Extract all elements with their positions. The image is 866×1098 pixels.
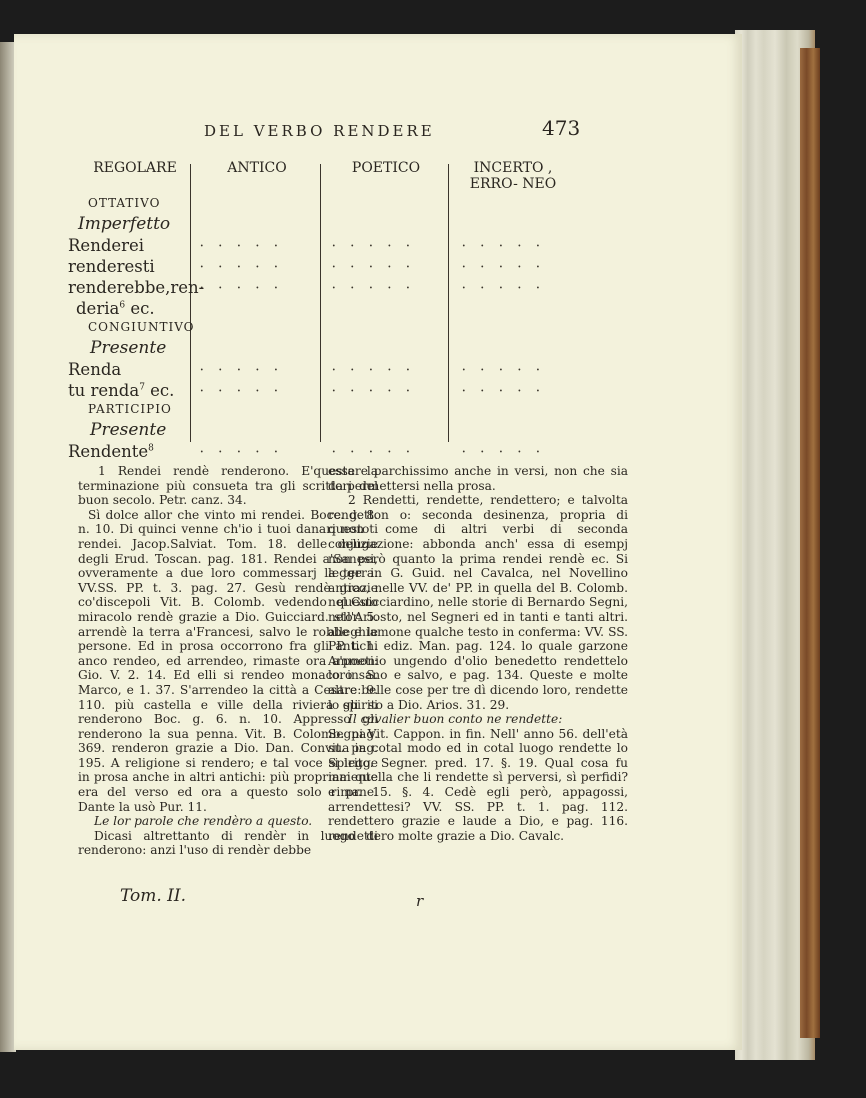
- table-row: [68, 360, 121, 379]
- note-2-continued: Segni Vit. Cappon. in fin. Nell' anno 56. dell'età sua in cotal modo ed in cotal luogo rendette lo Spirito. Segner. pred. 17. §. 19. Qual cosa fu mai quella che li rendette sì perversi, sì perfidi? e pr. 15. §. 4. Cedè egli però, appagossi, arrendettesi? VV. SS. PP. t. 1. pag. 112. rendettero grazie e laude a Dio, e pag. 116. rendettero molte grazie a Dio. Cavalc.: [328, 726, 628, 843]
- book-page: [14, 34, 742, 1050]
- note-2-verse: Il cavalier buon conto ne rendette:: [348, 712, 563, 727]
- footnote-marker: 6: [119, 300, 126, 311]
- note-1: 1 Rendei rendè renderono. E'questa la terminazione più consueta tra gli scrittori del buon secolo. Petr. canz. 34.: [78, 464, 378, 508]
- empty-cell-dots: •••••: [462, 449, 555, 456]
- table-row: [68, 257, 155, 276]
- empty-cell-dots: •••••: [462, 367, 555, 374]
- footnote-marker: 8: [148, 443, 154, 454]
- empty-cell-dots: •••••: [332, 285, 425, 292]
- column-rule-3: [448, 164, 449, 442]
- verb-form: Renda: [68, 360, 122, 379]
- empty-cell-dots: •••••: [462, 243, 555, 250]
- column-header-regolare: REGOLARE: [93, 160, 177, 176]
- verb-form: deria: [76, 299, 120, 318]
- empty-cell-dots: •••••: [332, 264, 425, 271]
- page-number: 473: [542, 116, 581, 140]
- table-row: [88, 320, 195, 334]
- table-row: [78, 214, 170, 234]
- empty-cell-dots: •••••: [200, 388, 293, 395]
- verb-form: renderesti: [68, 257, 155, 276]
- empty-cell-dots: •••••: [200, 285, 293, 292]
- tense-heading: Presente: [90, 338, 167, 358]
- column-header-incerto: INCERTO , ERRO- NEO: [469, 160, 557, 192]
- empty-cell-dots: •••••: [332, 243, 425, 250]
- signature-mark: r: [416, 892, 424, 910]
- table-row: [68, 381, 174, 400]
- mood-heading: PARTICIPIO: [88, 402, 172, 416]
- table-row: [88, 196, 160, 210]
- empty-cell-dots: •••••: [332, 388, 425, 395]
- empty-cell-dots: •••••: [200, 367, 293, 374]
- mood-heading: OTTATIVO: [88, 196, 161, 210]
- empty-cell-dots: •••••: [200, 243, 293, 250]
- volume-label: Tom. II.: [120, 886, 187, 906]
- verb-form: tu renda: [68, 381, 140, 400]
- column-header-poetico: POETICO: [351, 160, 421, 176]
- verb-form: Renderei: [68, 236, 145, 255]
- note-1-end: Dicasi altrettanto di rendèr in luogo di renderono: anzi l'uso di rendèr debbe: [78, 828, 378, 858]
- etc-abbrev: ec.: [144, 381, 175, 400]
- note-1-tail: essere parchissimo anche in versi, non che sia da permettersi nella prosa.: [328, 464, 628, 493]
- note-1-continued: Sì dolce allor che vinto mi rendei. Bocc. g. 8. n. 10. Di quinci venne ch'io i tuoi danari non ti rendei. Jacop.Salviat. Tom. 18. delle delizie degli Erud. Toscan. pag. 181. Rendei a'Sanesi, ovveramente a due loro commessarj la terra. VV.SS. PP. t. 3. pag. 27. Gesù rendè grazie co'discepoli Vit. B. Colomb. vedendo questo miracolo rendè grazie a Dio. Guicciard. stor. 5. arrendè la terra a'Francesi, salvo le robbe e le persone. Ed in prosa occorrono fra gli antichi anco rendeo, ed arrendeo, rimaste ora a'poeti: Gio. V. 2. 14. Ed elli si rendeo monaco in S. Marco, e 1. 37. S'arrendeo la città a Cesare: 9. 110. più castella e ville della riviera gli si renderono Boc. g. 6. n. 10. Appresso gli renderono la sua penna. Vit. B. Colomb. pag. 369. renderon grazie a Dio. Dan. Convit. pag. 195. A religione si rendero; e tal voce si legge in prosa anche in altri antichi: più propriamente era del verso ed ora a questo solo rimane. Dante la usò Pur. 11.: [78, 507, 378, 814]
- tense-heading: Presente: [90, 420, 167, 440]
- table-row: [68, 236, 144, 255]
- table-row: [68, 278, 204, 297]
- empty-cell-dots: •••••: [332, 449, 425, 456]
- tense-heading: Imperfetto: [78, 214, 171, 234]
- table-row: [90, 420, 166, 440]
- book-cover: [800, 48, 820, 1038]
- running-head: DEL VERBO RENDERE: [204, 122, 435, 140]
- verb-form: renderebbe,ren-: [68, 278, 205, 297]
- footnote-marker: 7: [139, 382, 145, 393]
- notes-right-column: [328, 464, 628, 843]
- table-row: [76, 299, 155, 318]
- mood-heading: CONGIUNTIVO: [88, 320, 195, 334]
- empty-cell-dots: •••••: [462, 285, 555, 292]
- column-rule-2: [320, 164, 321, 442]
- empty-cell-dots: •••••: [462, 264, 555, 271]
- table-row: [68, 442, 154, 461]
- empty-cell-dots: •••••: [462, 388, 555, 395]
- column-rule-1: [190, 164, 191, 442]
- column-header-antico: ANTICO: [227, 160, 287, 176]
- empty-cell-dots: •••••: [200, 264, 293, 271]
- note-verse: Le lor parole che rendèro a questo.: [94, 814, 313, 829]
- etc-abbrev: ec.: [125, 299, 155, 318]
- table-row: [90, 338, 166, 358]
- empty-cell-dots: •••••: [200, 449, 293, 456]
- verb-form: Rendente: [68, 442, 149, 461]
- table-row: [88, 402, 172, 416]
- note-2: 2 Rendetti, rendette, rendettero; e talvolta rendetton o: seconda desinenza, propria di questo come di altri verbi di seconda conjugazione: abbonda anch' essa di esempj non però quanto la prima rendei rendè ec. Si legge in G. Guid. nel Cavalca, nel Novellino antico, nelle VV. de' PP. in quella del B. Colomb. nel Guicciardino, nelle storie di Bernardo Segni, nell'Ariosto, nel Segneri ed in tanti e tanti altri. alleghiamone qualche testo in conferma: VV. SS. PP. t. 1. ediz. Man. pag. 124. lo quale garzone Ammonio ungendo d'olio benedetto rendettelo loro sano e salvo, e pag. 134. Queste e molte altre belle cose per tre dì dicendo loro, rendette lo spirito a Dio. Arios. 31. 29.: [328, 493, 628, 712]
- empty-cell-dots: •••••: [332, 367, 425, 374]
